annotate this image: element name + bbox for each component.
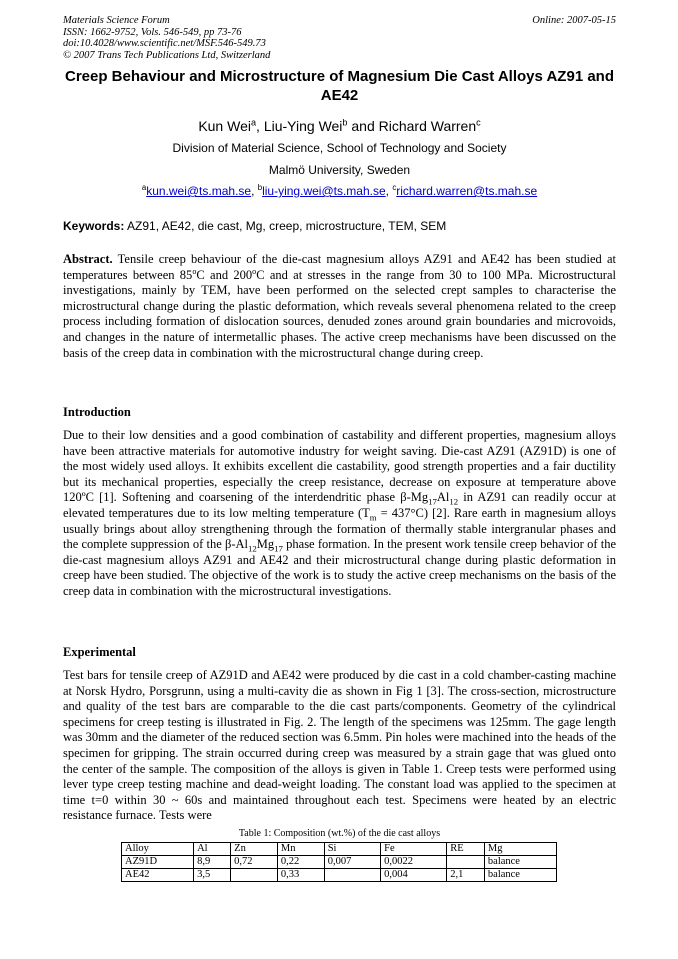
subscript: 12	[248, 543, 257, 554]
email-separator: ,	[385, 184, 393, 198]
subscript: 12	[449, 496, 459, 507]
email-sup: c	[392, 183, 397, 192]
composition-table	[121, 842, 557, 882]
email-link[interactable]: liu-ying.wei@ts.mah.se	[262, 184, 386, 198]
journal-issn: ISSN: 1662-9752, Vols. 546-549, pp 73-76	[63, 26, 242, 38]
author-sup: a	[250, 117, 257, 128]
table-cell: balance	[484, 869, 556, 882]
keywords-text: AZ91, AE42, die cast, Mg, creep, microstructure, TEM, SEM	[124, 219, 447, 233]
author-separator: and	[347, 118, 379, 134]
journal-doi: doi:10.4028/www.scientific.net/MSF.546-549.73	[63, 38, 266, 49]
author-list	[63, 117, 616, 135]
introduction-body	[63, 428, 616, 600]
author-name: Richard Warren	[378, 118, 477, 134]
online-date: Online: 2007-05-15	[532, 15, 616, 26]
table-cell: balance	[484, 856, 556, 869]
intro-text: in AZ91 can readily occur at elevated temperatures due to its low melting temperature (T	[63, 490, 616, 520]
keywords-label: Keywords:	[63, 219, 125, 233]
author-sup: b	[342, 117, 348, 128]
paper-title: Creep Behaviour and Microstructure of Magnesium Die Cast Alloys AZ91 and AE42	[64, 68, 614, 104]
experimental-body: Test bars for tensile creep of AZ91D and AE42 were produced by die cast in a cold chamber-casting machine at Norsk Hydro, Porsgrunn, using a multi-cavity die as shown in Fig 1 [3]. The cross-section, microstructure and quality of the test bars are comparable to the die cast parts/components. Geometry of the cylindrical specimens for creep testing is illustrated in Fig. 2. The length of the specimens was 125mm. The gage length was 30mm and the diameter of the reduced section was 6.5mm. Pin holes were machined into the heads of the specimen for gripping. The strain occurred during creep was measured by a strain gage that was glued onto the center of the sample. The composition of the alloys is given in Table 1. Creep tests were performed using lever type creep testing machine and dead-weight loading. The constant load was applied to the specimen at time t=0 within 30 ~ 60s and maintained throughout each test. Specimens were heated by an electric resistance furnace. Tests were	[63, 668, 616, 823]
degree-sup: o	[252, 266, 257, 276]
introduction-heading: Introduction	[63, 405, 131, 419]
table-cell	[447, 856, 485, 869]
table-header-row	[122, 843, 557, 856]
subscript: m	[369, 512, 377, 523]
keywords	[63, 219, 616, 234]
table-cell	[324, 869, 380, 882]
table-header-cell: Al	[194, 843, 231, 856]
table-row	[122, 856, 557, 869]
table-cell: AZ91D	[122, 856, 194, 869]
email-sup: b	[257, 183, 263, 192]
subscript: 17	[428, 496, 437, 507]
table-cell: 0,007	[324, 856, 380, 869]
intro-text: = 437°C) [2]. Rare earth in magnesium alloys usually brings about alloy strengthening through the formation of thermally stable intergranular phases and the complete suppression of the β-Al	[63, 505, 616, 552]
table-header-cell: Zn	[231, 843, 278, 856]
author-name: Liu-Ying Wei	[263, 118, 343, 134]
intro-text: phase formation. In the present work tensile creep behavior of the die-cast magnesium alloys AZ91 and AE42 and their microstructural change during plastic deformation in creep have been studied. The objective of the work is to study the active creep mechanisms on the basis of the creep data in combination with the microstructural investigations.	[63, 537, 616, 598]
table-header-cell: Mn	[277, 843, 324, 856]
table-cell: 8,9	[194, 856, 231, 869]
degree-sup: o	[192, 266, 197, 276]
intro-text: Mg	[256, 537, 275, 552]
experimental-heading: Experimental	[63, 645, 136, 659]
email-link[interactable]: richard.warren@ts.mah.se	[396, 184, 538, 198]
abstract	[63, 252, 616, 361]
table-header-cell: Alloy	[122, 843, 194, 856]
affiliation-line-1: Division of Material Science, School of Technology and Society	[172, 141, 507, 155]
author-sup: c	[476, 117, 481, 128]
table-cell: 3,5	[194, 869, 231, 882]
author-name: Kun Wei	[198, 118, 251, 134]
affiliation-line-2: Malmö University, Sweden	[268, 163, 411, 177]
abstract-text: Tensile creep behaviour of the die-cast magnesium alloys AZ91 and AE42 has been studied at temperatures between 85	[63, 252, 616, 282]
table-header-cell: Mg	[484, 843, 556, 856]
abstract-text: C and 200	[196, 267, 253, 282]
intro-text: Al	[436, 490, 450, 505]
table-cell: 2,1	[447, 869, 485, 882]
email-list	[63, 184, 616, 199]
journal-header	[63, 15, 616, 61]
intro-text: Due to their low densities and a good combination of castability and different properties, magnesium alloys have been attractive materials for automotive industry for weight saving. Die-cast AZ91 (AZ91D) is one of the most widely used alloys. It exhibits excellent die castability, good strength properties and a fair ductility but its mechanical properties, especially the creep resistance, decrease on exposure at temperature above 120ºC [1]. Softening and coarsening of the interdendritic phase β-Mg	[63, 428, 616, 505]
table-caption: Table 1: Composition (wt.%) of the die cast alloys	[238, 828, 441, 839]
email-sup: a	[141, 183, 147, 192]
table-cell: 0,72	[231, 856, 278, 869]
table-cell: 0,004	[381, 869, 447, 882]
abstract-text: C and at stresses in the range from 30 to 100 MPa. Microstructural investigations, mainly by TEM, have been performed on the selected crept samples to characterise the microstructural change during the plastic deformation, which reveals several phenomena related to the creep process including formation of dislocation sources, denuded zones around grain boundaries and microvoids, and changes in the nature of intermetallic phases. The active creep mechanisms have been discussed on the basis of the creep data in combination with the microstructural change during creep.	[63, 267, 616, 360]
author-separator: ,	[256, 118, 264, 134]
abstract-label: Abstract.	[63, 252, 113, 266]
subscript: 17	[274, 543, 283, 554]
table-row	[122, 869, 557, 882]
table-header-cell: Si	[324, 843, 380, 856]
table-cell: 0,22	[277, 856, 324, 869]
table-header-cell: RE	[447, 843, 485, 856]
table-cell: 0,33	[277, 869, 324, 882]
journal-copyright: © 2007 Trans Tech Publications Ltd, Switzerland	[63, 49, 271, 61]
table-cell: 0,0022	[381, 856, 447, 869]
email-separator: ,	[251, 184, 258, 198]
journal-name: Materials Science Forum	[63, 15, 170, 26]
table-cell	[231, 869, 278, 882]
email-link[interactable]: kun.wei@ts.mah.se	[146, 184, 252, 198]
table-cell: AE42	[122, 869, 194, 882]
table-header-cell: Fe	[381, 843, 447, 856]
